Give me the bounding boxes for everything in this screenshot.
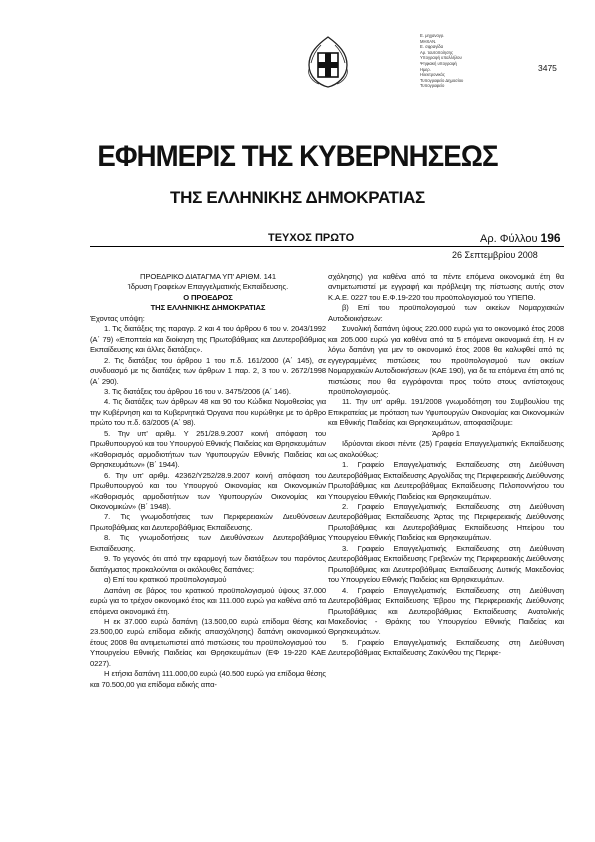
paragraph: Έχοντας υπόψη: (90, 313, 145, 323)
stamp-line: Υπογραφή υπαλλήλου (420, 55, 462, 61)
paragraph: 5. Γραφείο Επαγγελματικής Εκπαίδευσης στη Διεύθυνση Δευτεροβάθμιας Εκπαίδευσης Ζακύνθου της Περιφε- (328, 637, 564, 658)
paragraph: Η ετήσια δαπάνη 111.000,00 ευρώ (40.500 ευρώ για επίδομα θέσης και 70.500,00 για επίδομα ειδικής απα- (90, 669, 326, 689)
paragraph: Άρθρο 1 (432, 428, 460, 438)
paragraph: 5. Την υπ' αριθμ. Υ 251/28.9.2007 κοινή απόφαση του Πρωθυπουργού και του Υπουργού Εθνικής Παιδείας και Θρησκευμάτων «Καθορισμός αρμοδιοτήτων των Υφυπουργών Εθνικής Παιδείας και Θρησκευμάτων» (Β΄ 1944). (90, 428, 326, 470)
left-column (90, 272, 326, 690)
page-number: 3475 (538, 63, 557, 73)
paragraph: 7. Τις γνωμοδοτήσεις των Περιφερειακών Διευθύνσεων Πρωτοβάθμιας και Δευτεροβάθμιας Εκπαίδευσης. (90, 512, 326, 532)
stamp-line: Ημερ. (420, 66, 431, 72)
coat-of-arms-emblem (303, 35, 353, 89)
paragraph: 1. Γραφείο Επαγγελματικής Εκπαίδευσης στη Διεύθυνση Δευτεροβάθμιας Εκπαίδευσης Αργολίδας της Περιφερειακής Διεύθυνσης Πρωτοβάθμιας και Δευτεροβάθμιας Εκπαίδευσης Πελοποννήσου του Υπουργείου Εθνικής Παιδείας και Θρησκευμάτων. (328, 460, 564, 501)
paragraph: Ιδρύονται είκοσι πέντε (25) Γραφεία Επαγγελματικής Εκπαίδευσης ως ακολούθως: (328, 439, 564, 459)
sheet-label: Αρ. Φύλλου (480, 233, 538, 245)
gazette-title: ΕΦΗΜΕΡΙΣ ΤΗΣ ΚΥΒΕΡΝΗΣΕΩΣ (97, 140, 498, 173)
header-divider (90, 246, 564, 247)
paragraph: σχόλησης) για καθένα από τα πέντε επόμενα οικονομικά έτη θα αντιμετωπιστεί με εγγραφή και πρόβλεψη της πίστωσης αυτής στον Κ.Α.Ε. 0227 του Ε.Φ.19-220 του προϋπολογισμού του ΥΠΕΠΘ. (328, 272, 564, 302)
right-column (328, 272, 564, 659)
paragraph: 3. Γραφείο Επαγγελματικής Εκπαίδευσης στη Διεύθυνση Δευτεροβάθμιας Εκπαίδευσης Γρεβενών της Περιφερειακής Διεύθυνσης Πρωτοβάθμιας και Δευτεροβάθμιας Εκπαίδευσης Δυτικής Μακεδονίας του Υπουργείου Εθνικής Παιδείας και Θρησκευμάτων. (328, 543, 564, 585)
issue-date: 26 Σεπτεμβρίου 2008 (452, 250, 538, 260)
stamp-block (420, 33, 490, 89)
stamp-line: Ε. μηχανογρ. (420, 33, 445, 38)
paragraph: 6. Την υπ' αριθμ. 42362/Υ252/28.9.2007 κοινή απόφαση του Πρωθυπουργού και του Υπουργού Οικονομίας και Οικονομικών «Καθορισμός αρμοδιοτήτων των Υφυπουργών Οικονομίας και Οικονομικών» (Β΄ 1948). (90, 470, 326, 511)
paragraph: 1. Τις διατάξεις της παραγρ. 2 και 4 του άρθρου 6 του ν. 2043/1992 (Α΄ 79) «Εποπτεία και διοίκηση της Πρωτοβάθμιας και Δευτεροβάθμιας Εκπαίδευσης και άλλες διατάξεις». (90, 324, 326, 355)
paragraph: 4. Τις διατάξεις των άρθρων 48 και 90 του Κώδικα Νομοθεσίας για την Κυβέρνηση και τα Κυβερνητικά Όργανα που κυρώθηκε με το άρθρο πρώτο του π.δ. 63/2005 (Α΄ 98). (90, 397, 326, 428)
sheet-number (480, 231, 561, 245)
paragraph: 11. Την υπ' αριθμ. 191/2008 γνωμοδότηση του Συμβουλίου της Επικρατείας με πρόταση των Υφυπουργών Οικονομίας και Οικονομικών και Εθνικής Παιδείας και Θρησκευμάτων, αποφασίζουμε: (328, 397, 564, 428)
paragraph: Ο ΠΡΟΕΔΡΟΣ (183, 292, 233, 302)
stamp-line: Τυπογραφείο (420, 83, 445, 89)
stamp-line: Ε. σφραγίδα (420, 44, 443, 50)
stamp-line: Τυπογραφείο Δημοσίου (420, 77, 464, 83)
issue-label: ΤΕΥΧΟΣ ΠΡΩΤΟ (268, 232, 355, 244)
paragraph: Δαπάνη σε βάρος του κρατικού προϋπολογισμού ύψους 37.000 ευρώ για το τρέχον οικονομικό έτος και 111.000 ευρώ για καθένα από τα επόμενα οικονομικά έτη. (90, 585, 326, 616)
paragraph: Συνολική δαπάνη ύψους 220.000 ευρώ για το οικονομικό έτος 2008 και 205.000 ευρώ για καθένα από τα 5 επόμενα οικονομικά έτη. Η εν λόγω δαπάνη για μεν το οικονομικό έτος 2008 θα καλυφθεί από τις εγγεγραμμένες πιστώσεις του προϋπολογισμού των οικείων Νομαρχιακών Αυτοδιοικήσεων (ΚΑΕ 190), για δε τα επόμενα έτη από τις πιστώσεις που θα εγγράφονται προς τούτο στους αντίστοιχους προϋπολογισμούς. (328, 324, 564, 396)
paragraph: 2. Γραφείο Επαγγελματικής Εκπαίδευσης στη Διεύθυνση Δευτεροβάθμιας Εκπαίδευσης Άρτας της Περιφερειακής Διεύθυνσης Πρωτοβάθμιας και Δευτεροβάθμιας Εκπαίδευσης Ηπείρου του Υπουργείου Εθνικής Παιδείας και Θρησκευμάτων. (328, 501, 564, 543)
paragraph: ΤΗΣ ΕΛΛΗΝΙΚΗΣ ΔΗΜΟΚΡΑΤΙΑΣ (150, 303, 266, 313)
paragraph: 2. Τις διατάξεις του άρθρου 1 του π.δ. 161/2000 (Α΄ 145), σε συνδυασμό με τις διατάξεις των άρθρων 1 παρ. 2, 3 του ν. 2672/1998 (Α΄ 290). (90, 355, 326, 386)
paragraph: 4. Γραφείο Επαγγελματικής Εκπαίδευσης στη Διεύθυνση Δευτεροβάθμιας Εκπαίδευσης Έβρου της Περιφερειακής Διεύθυνσης Πρωτοβάθμιας και Δευτεροβάθμιας Εκπαίδευσης Ανατολικής Μακεδονίας - Θράκης του Υπουργείου Εθνικής Παιδείας και Θρησκευμάτων. (328, 585, 564, 637)
paragraph: ΠΡΟΕΔΡΙΚΟ ΔΙΑΤΑΓΜΑ ΥΠ' ΑΡΙΘΜ. 141 (140, 272, 276, 281)
paragraph: Ίδρυση Γραφείων Επαγγελματικής Εκπαίδευσης. (127, 282, 289, 292)
paragraph: 8. Τις γνωμοδοτήσεις των Διευθύνσεων Δευτεροβάθμιας Εκπαίδευσης. (90, 533, 326, 553)
paragraph: 9. Το γεγονός ότι από την εφαρμογή των διατάξεων του παρόντος διατάγματος προκαλούνται οι ακόλουθες δαπάνες: (90, 554, 326, 574)
stamp-line: Ψηφιακή υπογραφή (420, 60, 457, 66)
gazette-subtitle: ΤΗΣ ΕΛΛΗΝΙΚΗΣ ΔΗΜΟΚΡΑΤΙΑΣ (170, 188, 425, 207)
paragraph: 3. Τις διατάξεις του άρθρου 16 του ν. 3475/2006 (Α΄ 146). (104, 386, 291, 396)
paragraph: α) Επί του κρατικού προϋπολογισμού (104, 575, 227, 585)
stamp-line: Ηλεκτρονικός (420, 72, 445, 78)
paragraph: Η εκ 37.000 ευρώ δαπάνη (13.500,00 ευρώ επίδομα θέσης και 23.500,00 ευρώ επίδομα ειδικής απασχόλησης) δαπάνη οικονομικού έτους 2008 θα αντιμετωπιστεί από πιστώσεις του προϋπολογισμού του Υπουργείου Εθνικής Παιδείας και Θρησκευμάτων (ΕΦ 19-220 ΚΑΕ 0227). (90, 616, 326, 668)
stamp-line: Αρ. ταυτοποίησης (420, 49, 454, 55)
sheet-number-value: 196 (540, 231, 561, 245)
stamp-line: ΜΗΧΑΝ. (420, 38, 437, 44)
paragraph: β) Επί του προϋπολογισμού των οικείων Νομαρχιακών Αυτοδιοικήσεων: (328, 303, 564, 323)
